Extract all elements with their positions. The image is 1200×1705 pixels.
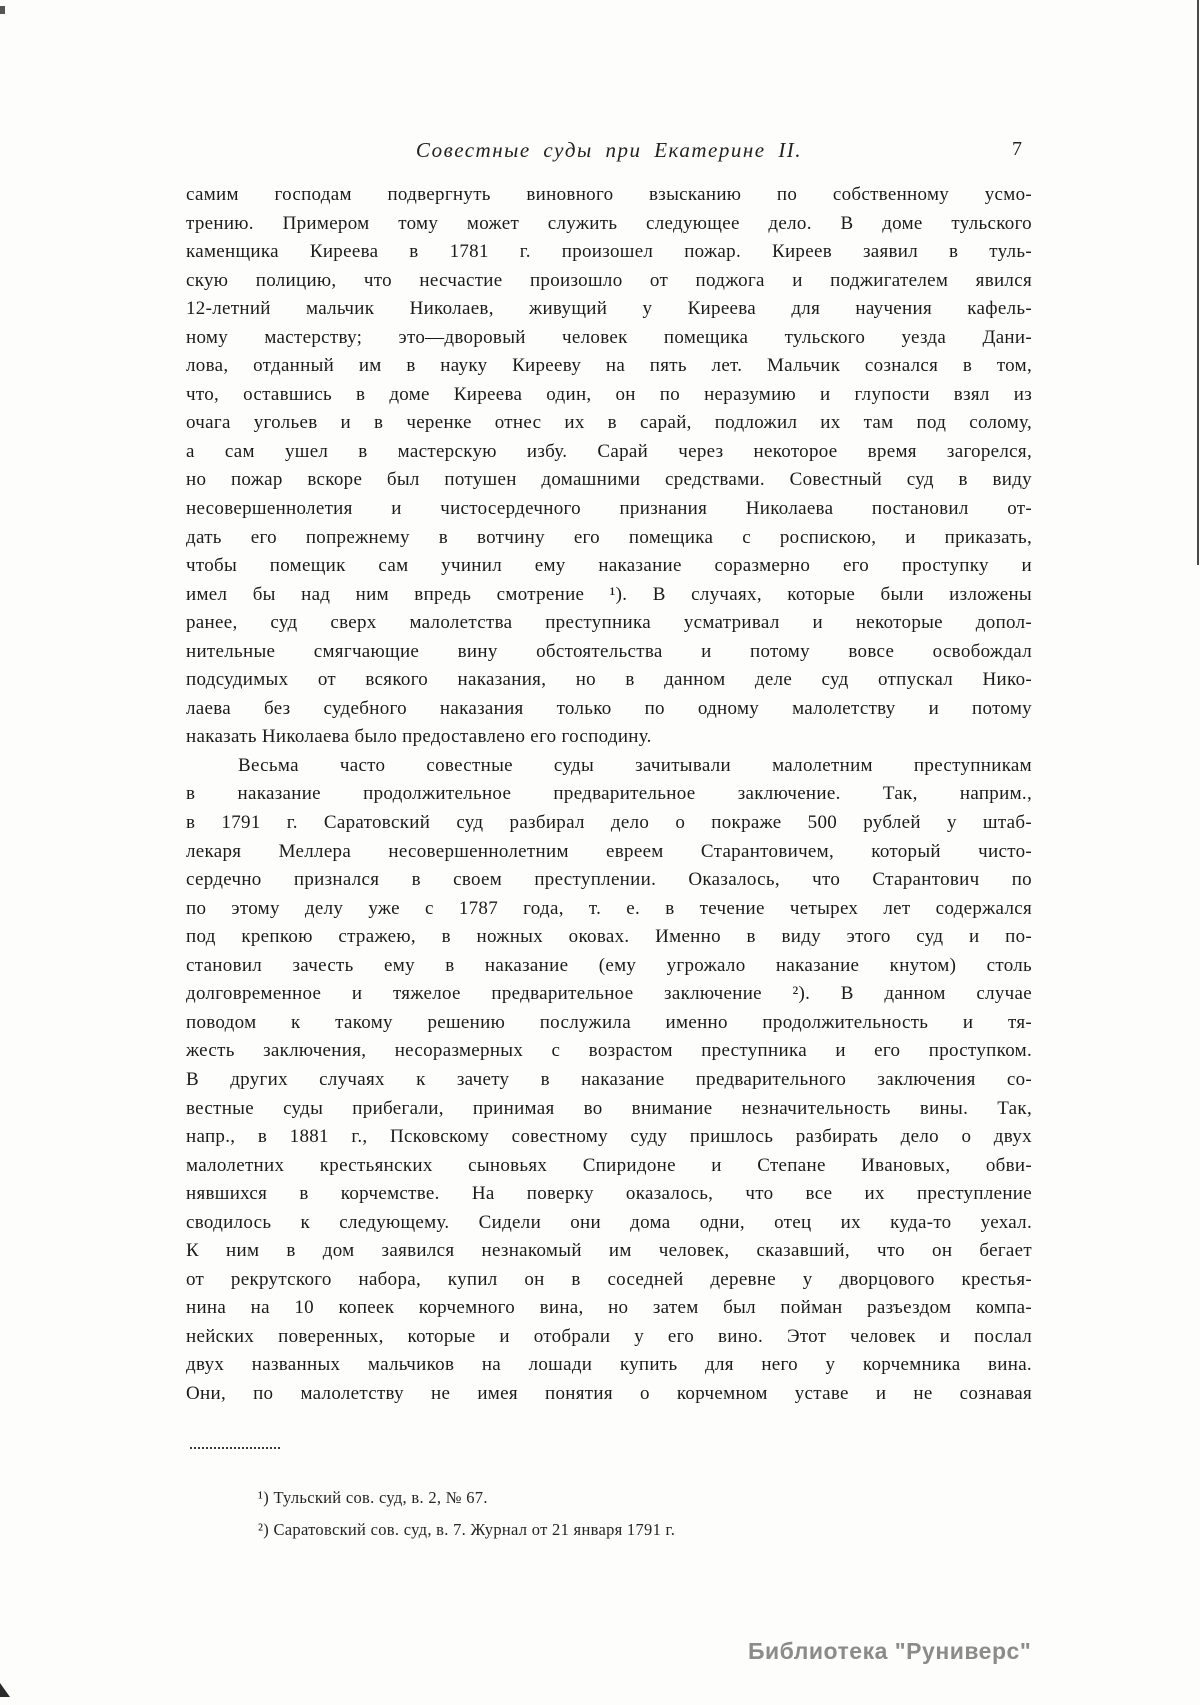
text-line: ранее, суд сверх малолетства преступника усматривал и некоторые допол-	[186, 612, 1032, 634]
text-line: лаева без судебного наказания только по одному малолетству и потому	[186, 697, 1032, 719]
library-watermark: Библиотека "Руниверс"	[748, 1638, 1032, 1664]
text-line: по этому делу уже с 1787 года, т. е. в течение четырех лет содержался	[186, 897, 1032, 919]
text-line: что, оставшись в доме Киреева один, он по неразумию и глупости взял из	[186, 383, 1032, 405]
text-line: наказать Николаева было предоставлено его господину.	[186, 726, 652, 748]
scan-corner-artifact	[0, 6, 5, 14]
text-line: Весьма часто совестные суды зачитывали малолетним преступникам	[238, 754, 1032, 776]
footnote-line: ¹) Тульский сов. суд, в. 2, № 67.	[258, 1488, 488, 1507]
text-line: от рекрутского набора, купил он в соседней деревне у дворцового крестья-	[186, 1268, 1032, 1290]
text-line: нявшихся в корчемстве. На поверку оказалось, что все их преступление	[186, 1183, 1032, 1205]
text-line: чтобы помещик сам учинил ему наказание соразмерно его проступку и	[186, 555, 1032, 577]
text-line: под крепкою стражею, в ножных оковах. Именно в виду этого суд и по-	[186, 926, 1032, 948]
running-head-title: Совестные суды при Екатерине II.	[415, 138, 803, 162]
footnote-line: ²) Саратовский сов. суд, в. 7. Журнал от 21 января 1791 г.	[258, 1520, 676, 1539]
text-line: становил зачесть ему в наказание (ему угрожало наказание кнутом) столь	[186, 954, 1032, 976]
text-line: в наказание продолжительное предварительное заключение. Так, наприм.,	[186, 783, 1032, 805]
text-line: дать его попрежнему в вотчину его помещика с роспискою, и приказать,	[186, 526, 1032, 548]
text-line: самим господам подвергнуть виновного взысканию по собственному усмо-	[186, 184, 1032, 205]
text-line: жесть заключения, несоразмерных с возрастом преступника и его проступком.	[186, 1040, 1032, 1062]
text-line: очага угольев и в черенке отнес их в сарай, подложил их там под солому,	[186, 412, 1032, 434]
text-line: долговременное и тяжелое предварительное заключение ²). В данном случае	[186, 983, 1032, 1005]
text-line: 12-летний мальчик Николаев, живущий у Киреева для научения кафель-	[186, 298, 1032, 320]
text-line: поводом к такому решению послужила именно продолжительность и тя-	[186, 1011, 1032, 1033]
text-line: вестные суды прибегали, принимая во внимание незначительность вины. Так,	[186, 1097, 1032, 1119]
text-line: Они, по малолетству не имея понятия о корчемном уставе и не сознавая	[186, 1382, 1032, 1404]
text-line: В других случаях к зачету в наказание предварительного заключения со-	[186, 1068, 1032, 1090]
text-line: сводилось к следующему. Сидели они дома одни, отец их куда-то уехал.	[186, 1211, 1032, 1233]
text-line: трению. Примером тому может служить следующее дело. В доме тульского	[186, 212, 1032, 234]
text-line: нейских поверенных, которые и отобрали у его вино. Этот человек и послал	[186, 1325, 1032, 1347]
text-line: ному мастерству; это—дворовый человек помещика тульского уезда Дани-	[186, 326, 1032, 348]
text-line: напр., в 1881 г., Псковскому совестному суду пришлось разбирать дело о двух	[186, 1126, 1032, 1148]
text-line: двух названных мальчиков на лошади купить для него у корчемника вина.	[186, 1354, 1032, 1376]
text-line: сердечно признался в своем преступлении. Оказалось, что Старантович по	[186, 869, 1032, 891]
text-line: в 1791 г. Саратовский суд разбирал дело о покраже 500 рублей у штаб-	[186, 812, 1032, 834]
scan-edge-artifact	[1197, 0, 1199, 565]
text-line: имел бы над ним впредь смотрение ¹). В случаях, которые были изложены	[186, 583, 1032, 605]
text-line: нина на 10 копеек корчемного вина, но затем был пойман разъездом компа-	[186, 1297, 1032, 1319]
text-line: лекаря Меллера несовершеннолетним евреем Старантовичем, который чисто-	[186, 840, 1032, 862]
footnote-separator-rule	[190, 1447, 280, 1449]
page-number: 7	[1012, 138, 1022, 160]
text-line: нительные смягчающие вину обстоятельства и потому вовсе освобождал	[186, 640, 1032, 662]
text-line: но пожар вскоре был потушен домашними средствами. Совестный суд в виду	[186, 469, 1032, 491]
page-body-text	[186, 181, 1032, 1409]
text-line: несовершеннолетия и чистосердечного признания Николаева постановил от-	[186, 498, 1032, 520]
text-line: а сам ушел в мастерскую избу. Сарай через некоторое время загорелся,	[186, 440, 1032, 462]
footnotes-block	[258, 1482, 958, 1546]
text-line: малолетних крестьянских сыновьях Спиридоне и Степане Ивановых, обви-	[186, 1154, 1032, 1176]
text-line: лова, отданный им в науку Кирееву на пять лет. Мальчик сознался в том,	[186, 355, 1032, 377]
text-line: К ним в дом заявился незнакомый им человек, сказавший, что он бегает	[186, 1240, 1032, 1262]
text-line: скую полицию, что несчастие произошло от поджога и поджигателем явился	[186, 269, 1032, 291]
text-line: подсудимых от всякого наказания, но в данном деле суд отпускал Нико-	[186, 669, 1032, 691]
scan-corner-artifact	[0, 1683, 10, 1697]
text-line: каменщика Киреева в 1781 г. произошел пожар. Киреев заявил в туль-	[186, 241, 1032, 263]
